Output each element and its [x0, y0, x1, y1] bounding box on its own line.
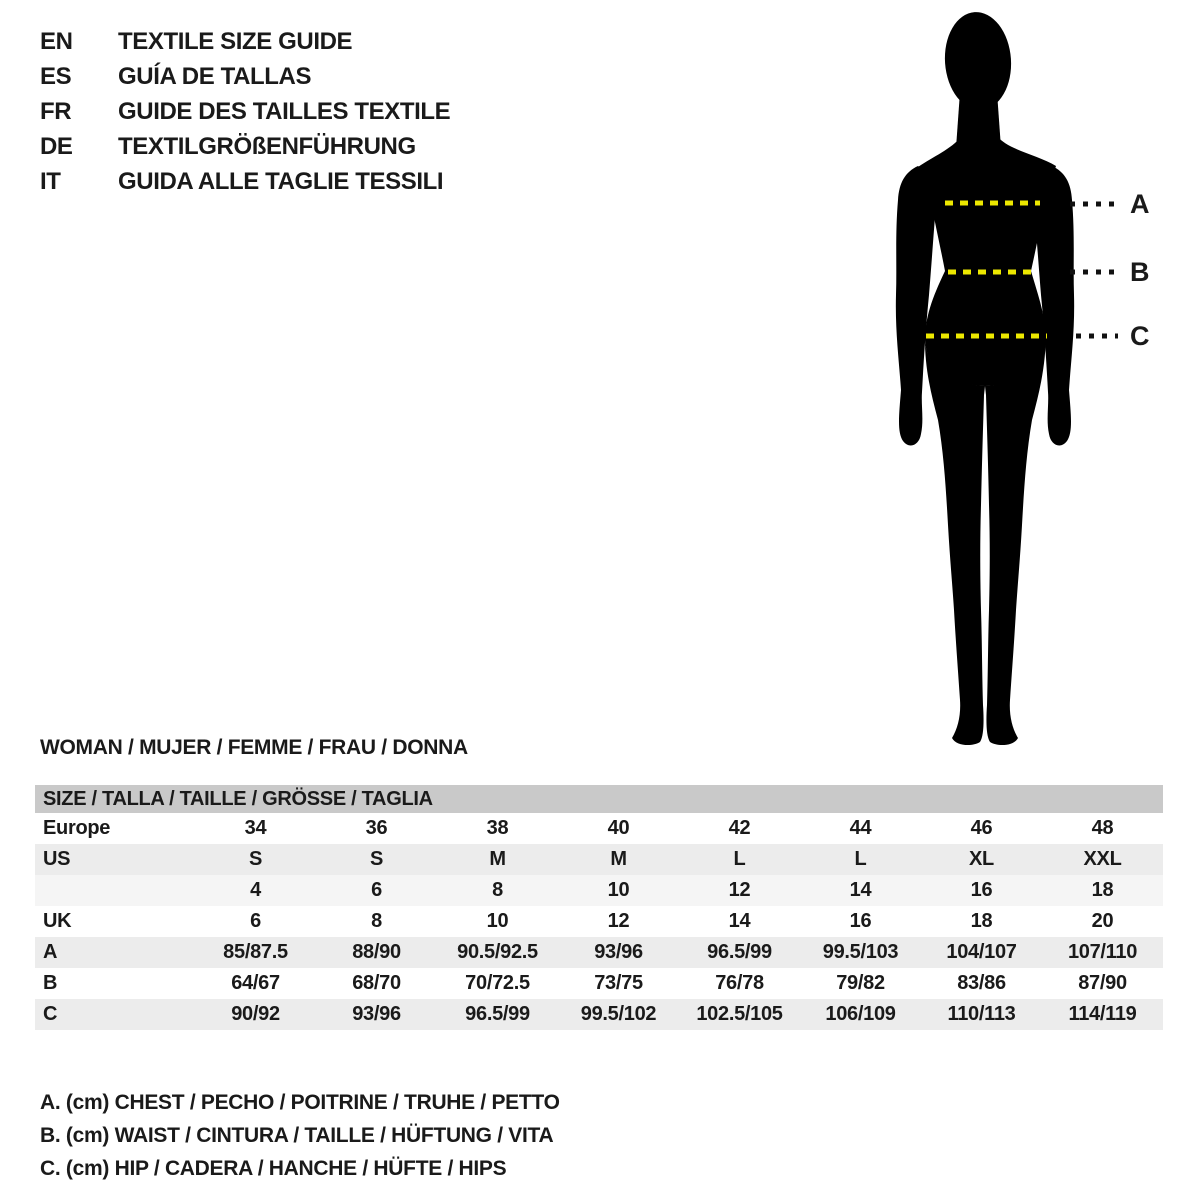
marker-label-a: A	[1130, 189, 1150, 219]
table-cell: 90.5/92.5	[457, 941, 538, 963]
row-label: B	[43, 972, 58, 994]
table-row-uk	[35, 906, 1163, 937]
table-cell: 99.5/102	[580, 1003, 657, 1025]
lang-row-fr	[40, 94, 450, 129]
table-cell: 104/107	[946, 941, 1017, 963]
table-cell: 16	[970, 879, 993, 901]
language-title-list	[40, 24, 450, 199]
table-cell: S	[248, 848, 263, 870]
table-row-hip-c	[35, 999, 1163, 1030]
measurement-legend	[40, 1086, 560, 1185]
right-leg-shape	[985, 330, 1046, 745]
table-cell: L	[854, 848, 867, 870]
table-cell: 68/70	[352, 972, 401, 994]
table-cell: 6	[250, 910, 261, 932]
table-cell: 114/119	[1068, 1003, 1137, 1025]
section-title-woman: WOMAN / MUJER / FEMME / FRAU / DONNA	[40, 736, 468, 759]
size-table-header: SIZE / TALLA / TAILLE / GRÖSSE / TAGLIA	[35, 785, 1163, 813]
table-cell: 10	[486, 910, 509, 932]
table-cell: 88/90	[352, 941, 401, 963]
legend-hip: C. (cm) HIP / CADERA / HANCHE / HÜFTE / HIPS	[40, 1157, 507, 1180]
table-cell: 8	[492, 879, 503, 901]
lang-row-es	[40, 59, 450, 94]
table-cell: 79/82	[836, 972, 885, 994]
table-cell: 36	[365, 817, 388, 839]
table-cell: 20	[1091, 910, 1114, 932]
table-cell: 4	[250, 879, 261, 901]
table-cell: M	[610, 848, 627, 870]
table-cell: 107/110	[1067, 941, 1138, 963]
left-arm-shape	[896, 166, 936, 445]
legend-chest: A. (cm) CHEST / PECHO / POITRINE / TRUHE / PETTO	[40, 1091, 560, 1114]
row-label: Europe	[43, 817, 111, 839]
row-label: A	[43, 941, 58, 963]
woman-silhouette	[880, 0, 1200, 760]
lang-title: TEXTILGRÖßENFÜHRUNG	[118, 133, 416, 160]
table-cell: 18	[1091, 879, 1114, 901]
row-label: C	[43, 1003, 58, 1025]
row-label	[35, 875, 195, 906]
table-cell: 106/109	[825, 1003, 896, 1025]
table-cell: 8	[371, 910, 382, 932]
table-cell: 85/87.5	[223, 941, 288, 963]
table-cell: 48	[1091, 817, 1114, 839]
table-cell: 6	[371, 879, 382, 901]
lang-title: GUIDA ALLE TAGLIE TESSILI	[118, 168, 444, 195]
table-cell: 110/113	[947, 1003, 1016, 1025]
table-cell: 38	[486, 817, 509, 839]
torso-shape	[918, 136, 1056, 386]
table-cell: S	[369, 848, 384, 870]
lang-code: EN	[40, 28, 73, 55]
table-cell: 83/86	[957, 972, 1006, 994]
lang-code: IT	[40, 168, 61, 195]
lang-row-de	[40, 129, 450, 164]
table-cell: 34	[244, 817, 267, 839]
size-table	[35, 785, 1163, 1030]
table-cell: 16	[849, 910, 872, 932]
marker-label-c: C	[1130, 321, 1150, 351]
table-cell: 44	[849, 817, 872, 839]
table-cell: 87/90	[1078, 972, 1127, 994]
table-row-waist-b	[35, 968, 1163, 999]
table-cell: 96.5/99	[465, 1003, 530, 1025]
table-cell: 14	[849, 879, 872, 901]
table-cell: L	[733, 848, 746, 870]
table-cell: M	[489, 848, 506, 870]
lang-title: GUIDE DES TAILLES TEXTILE	[118, 98, 451, 125]
table-cell: XL	[969, 848, 994, 870]
table-cell: 18	[970, 910, 993, 932]
table-row-us-letter	[35, 844, 1163, 875]
table-cell: 64/67	[231, 972, 280, 994]
marker-label-b: B	[1130, 257, 1150, 287]
lang-code: FR	[40, 98, 72, 125]
row-label: US	[43, 848, 71, 870]
table-cell: XXL	[1083, 848, 1122, 870]
lang-code: DE	[40, 133, 73, 160]
table-cell: 99.5/103	[822, 941, 899, 963]
left-leg-shape	[925, 330, 985, 745]
lang-code: ES	[40, 63, 72, 90]
table-cell: 93/96	[594, 941, 643, 963]
table-cell: 10	[607, 879, 630, 901]
table-cell: 46	[970, 817, 993, 839]
table-cell: 96.5/99	[707, 941, 772, 963]
lang-title: GUÍA DE TALLAS	[118, 63, 312, 90]
table-row-us-number	[35, 875, 1163, 906]
table-cell: 90/92	[231, 1003, 280, 1025]
table-cell: 76/78	[715, 972, 764, 994]
table-cell: 12	[728, 879, 751, 901]
table-cell: 40	[607, 817, 630, 839]
table-cell: 14	[728, 910, 751, 932]
table-cell: 70/72.5	[465, 972, 530, 994]
lang-row-en	[40, 24, 450, 59]
table-row-chest-a	[35, 937, 1163, 968]
table-cell: 42	[728, 817, 751, 839]
table-cell: 102.5/105	[696, 1003, 783, 1025]
lang-row-it	[40, 164, 450, 199]
table-cell: 73/75	[594, 972, 643, 994]
table-cell: 93/96	[352, 1003, 401, 1025]
legend-waist: B. (cm) WAIST / CINTURA / TAILLE / HÜFTUNG / VITA	[40, 1124, 554, 1147]
row-label: UK	[43, 910, 72, 932]
table-row-europe	[35, 813, 1163, 844]
table-cell: 12	[607, 910, 630, 932]
lang-title: TEXTILE SIZE GUIDE	[118, 28, 353, 55]
